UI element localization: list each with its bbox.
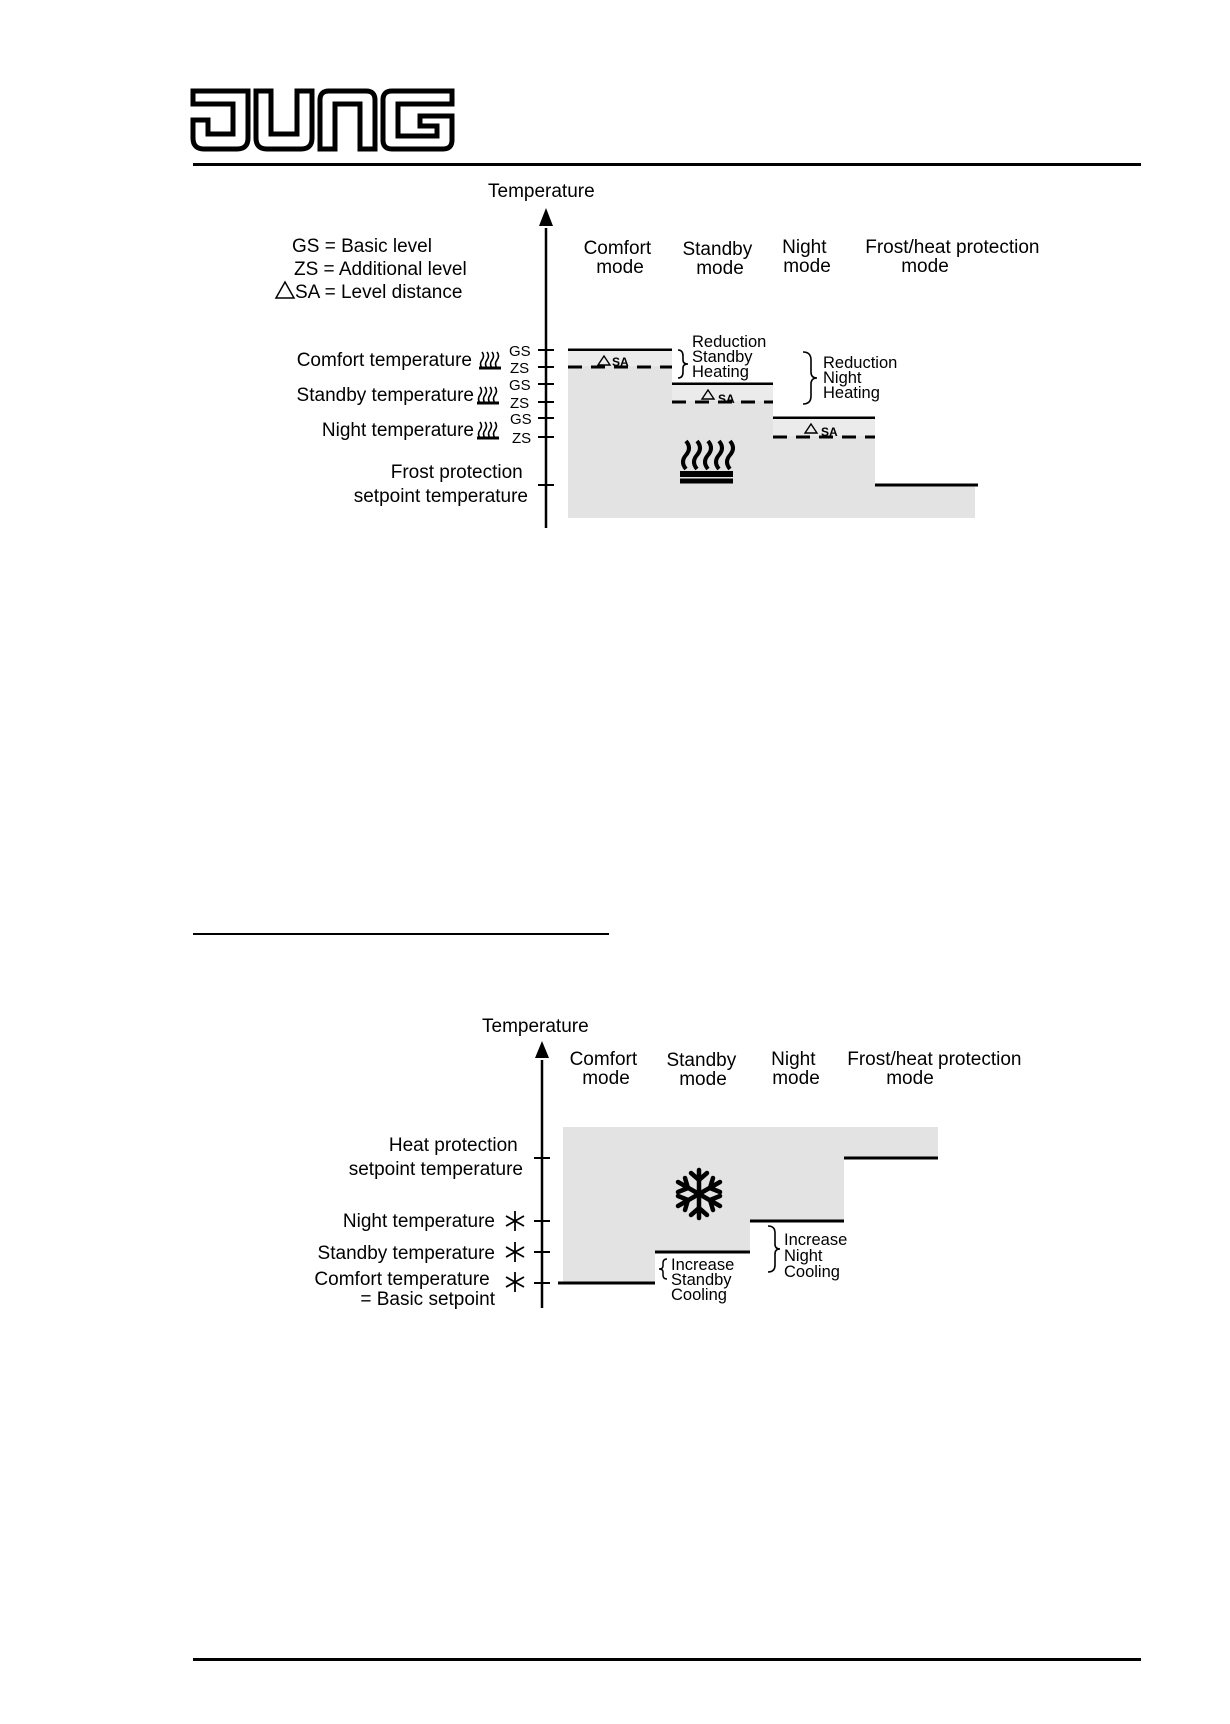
tick-zs-2: ZS bbox=[510, 395, 530, 412]
label-standby-temp: Standby temperature bbox=[296, 385, 474, 406]
tick-gs-3: GS bbox=[510, 411, 532, 428]
snowflake-small-icon-standby bbox=[506, 1242, 524, 1262]
c-mode-heat-l1: Frost/heat protection bbox=[847, 1049, 1022, 1070]
heating-diagram bbox=[0, 170, 1230, 540]
tick-gs-1: GS bbox=[509, 343, 531, 360]
reduction-night-l3: Heating bbox=[823, 384, 880, 402]
tick-zs-1: ZS bbox=[510, 360, 530, 377]
label-frost-l1: Frost protection bbox=[390, 462, 523, 483]
brace-reduction-night bbox=[803, 352, 817, 404]
increase-standby-l1: Increase bbox=[671, 1256, 735, 1274]
svg-text:Reduction Night Heatin bbox=[823, 354, 902, 402]
mode-standby-l1: Standby bbox=[682, 239, 753, 260]
svg-text:Reduction Standby Heat bbox=[692, 333, 771, 381]
legend-sa: SA = Level distance bbox=[295, 282, 463, 303]
svg-text:Night mode bbox=[782, 237, 832, 277]
snowflake-small-icon-comfort bbox=[506, 1272, 524, 1292]
sa-text-night: SA bbox=[821, 425, 838, 439]
svg-text:Comfort temperature = Basi bbox=[314, 1269, 495, 1310]
c-label-comfort-l1: Comfort temperature bbox=[314, 1269, 490, 1290]
heating-area bbox=[568, 350, 975, 518]
tick-gs-2: GS bbox=[509, 377, 531, 394]
brace-reduction-standby bbox=[678, 350, 688, 378]
cooling-axis-title: Temperature bbox=[482, 1016, 589, 1037]
cooling-axis-arrow bbox=[535, 1041, 549, 1058]
increase-night-l2: Night bbox=[784, 1247, 823, 1265]
c-label-comfort-l2: = Basic setpoint bbox=[360, 1289, 495, 1310]
mode-standby-l2: mode bbox=[696, 258, 744, 279]
section-rule bbox=[193, 933, 609, 935]
c-mode-comfort-l2: mode bbox=[582, 1068, 630, 1089]
sa-text-comfort: SA bbox=[612, 355, 629, 369]
heating-axis-title: Temperature bbox=[488, 181, 595, 202]
sa-text-standby: SA bbox=[718, 392, 735, 406]
c-mode-standby-l2: mode bbox=[679, 1069, 727, 1090]
mode-comfort-l1: Comfort bbox=[583, 238, 652, 259]
mode-frost-l1: Frost/heat protection bbox=[865, 237, 1040, 258]
svg-text:Heat protection setpoint t bbox=[349, 1135, 523, 1180]
increase-night-l3: Cooling bbox=[784, 1263, 840, 1281]
heating-small-icon-night bbox=[477, 422, 499, 438]
c-mode-night-l2: mode bbox=[772, 1068, 820, 1089]
snowflake-small-icon-night bbox=[506, 1211, 524, 1231]
svg-text:Frost protection setpoint bbox=[354, 462, 528, 507]
c-label-night: Night temperature bbox=[342, 1211, 495, 1232]
logo-text: JUNG bbox=[190, 86, 193, 87]
heating-small-icon-comfort bbox=[479, 352, 501, 368]
label-night-temp: Night temperature bbox=[321, 420, 474, 441]
c-label-heat-l2: setpoint temperature bbox=[348, 1159, 523, 1180]
legend-zs: ZS = Additional level bbox=[294, 259, 467, 280]
tick-zs-3: ZS bbox=[512, 430, 532, 447]
increase-night-l1: Increase bbox=[784, 1231, 848, 1249]
footer-rule bbox=[193, 1658, 1141, 1661]
svg-text:Comfort mode bbox=[584, 238, 657, 278]
header-rule bbox=[193, 163, 1141, 166]
mode-night-l1: Night bbox=[782, 237, 827, 258]
label-comfort-temp: Comfort temperature bbox=[296, 350, 472, 371]
cooling-diagram bbox=[0, 1010, 1230, 1340]
increase-standby-l3: Cooling bbox=[671, 1286, 727, 1304]
reduction-standby-l1: Reduction bbox=[692, 333, 767, 351]
mode-comfort-l2: mode bbox=[596, 257, 644, 278]
jung-logo bbox=[190, 86, 455, 154]
c-label-heat-l1: Heat protection bbox=[388, 1135, 518, 1156]
c-mode-night-l1: Night bbox=[771, 1049, 816, 1070]
svg-text:Standby mode bbox=[682, 239, 757, 279]
reduction-night-l2: Night bbox=[823, 369, 862, 387]
svg-text:Frost/heat protection mode bbox=[865, 237, 1045, 277]
svg-text:Night mode bbox=[771, 1049, 821, 1089]
legend-gs: GS = Basic level bbox=[292, 236, 432, 257]
svg-text:Frost/heat protection mode bbox=[847, 1049, 1027, 1089]
reduction-night-l1: Reduction bbox=[823, 354, 898, 372]
heating-axis-arrow bbox=[539, 208, 553, 226]
c-mode-comfort-l1: Comfort bbox=[569, 1049, 638, 1070]
increase-standby-l2: Standby bbox=[671, 1271, 732, 1289]
mode-night-l2: mode bbox=[783, 256, 831, 277]
reduction-standby-l3: Heating bbox=[692, 363, 749, 381]
delta-icon bbox=[276, 282, 294, 298]
label-frost-l2: setpoint temperature bbox=[353, 486, 528, 507]
heating-small-icon-standby bbox=[477, 387, 499, 403]
svg-text:Standby mode bbox=[666, 1050, 741, 1090]
reduction-standby-l2: Standby bbox=[692, 348, 753, 366]
svg-text:Comfort mode bbox=[570, 1049, 643, 1089]
c-mode-standby-l1: Standby bbox=[666, 1050, 737, 1071]
c-mode-heat-l2: mode bbox=[886, 1068, 934, 1089]
c-label-standby: Standby temperature bbox=[317, 1243, 495, 1264]
mode-frost-l2: mode bbox=[901, 256, 949, 277]
